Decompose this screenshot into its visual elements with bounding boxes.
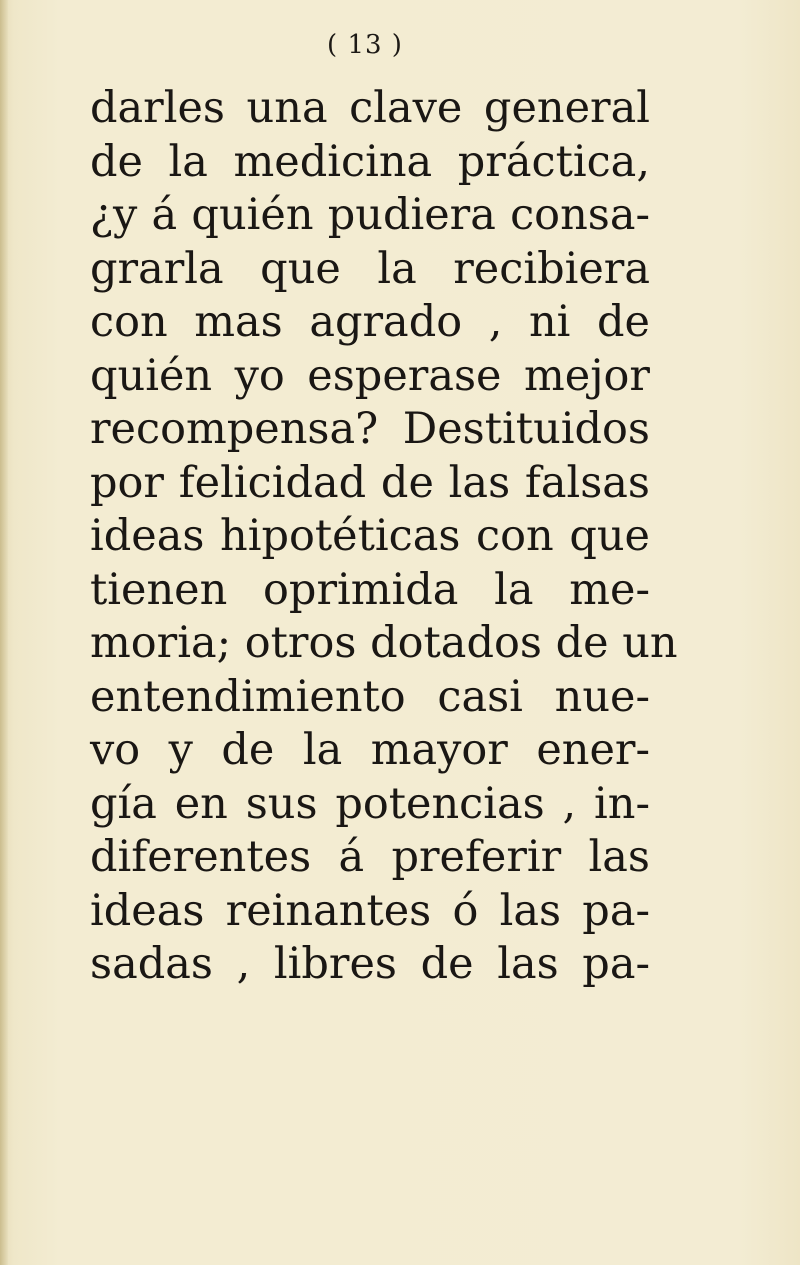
text-line: entendimiento casi nue- [90, 671, 650, 722]
text-line: quién yo esperase mejor [90, 350, 650, 401]
text-line: ¿y á quién pudiera consa- [90, 190, 650, 240]
text-line: gía en sus potencias , in- [90, 778, 650, 829]
page-number: ( 13 ) [327, 30, 403, 60]
text-line: con mas agrado , ni de [90, 297, 650, 347]
text-line: sadas , libres de las pa- [90, 939, 650, 989]
text-line: grarla que la recibiera [90, 243, 650, 294]
text-line: tienen oprimida la me- [90, 564, 650, 615]
page-gutter [0, 0, 8, 1265]
body-text [90, 82, 678, 992]
text-line: de la medicina práctica, [90, 136, 650, 187]
text-line: recompensa? Destituidos [90, 404, 650, 454]
text-line: darles una clave general [90, 83, 650, 133]
text-line: diferentes á preferir las [90, 832, 650, 882]
text-line: ideas hipotéticas con que [90, 511, 650, 561]
text-line: ideas reinantes ó las pa- [90, 885, 650, 936]
text-line: moria; otros dotados de un [90, 618, 678, 668]
text-line: por felicidad de las falsas [90, 457, 650, 508]
text-line: vo y de la mayor ener- [90, 725, 650, 775]
